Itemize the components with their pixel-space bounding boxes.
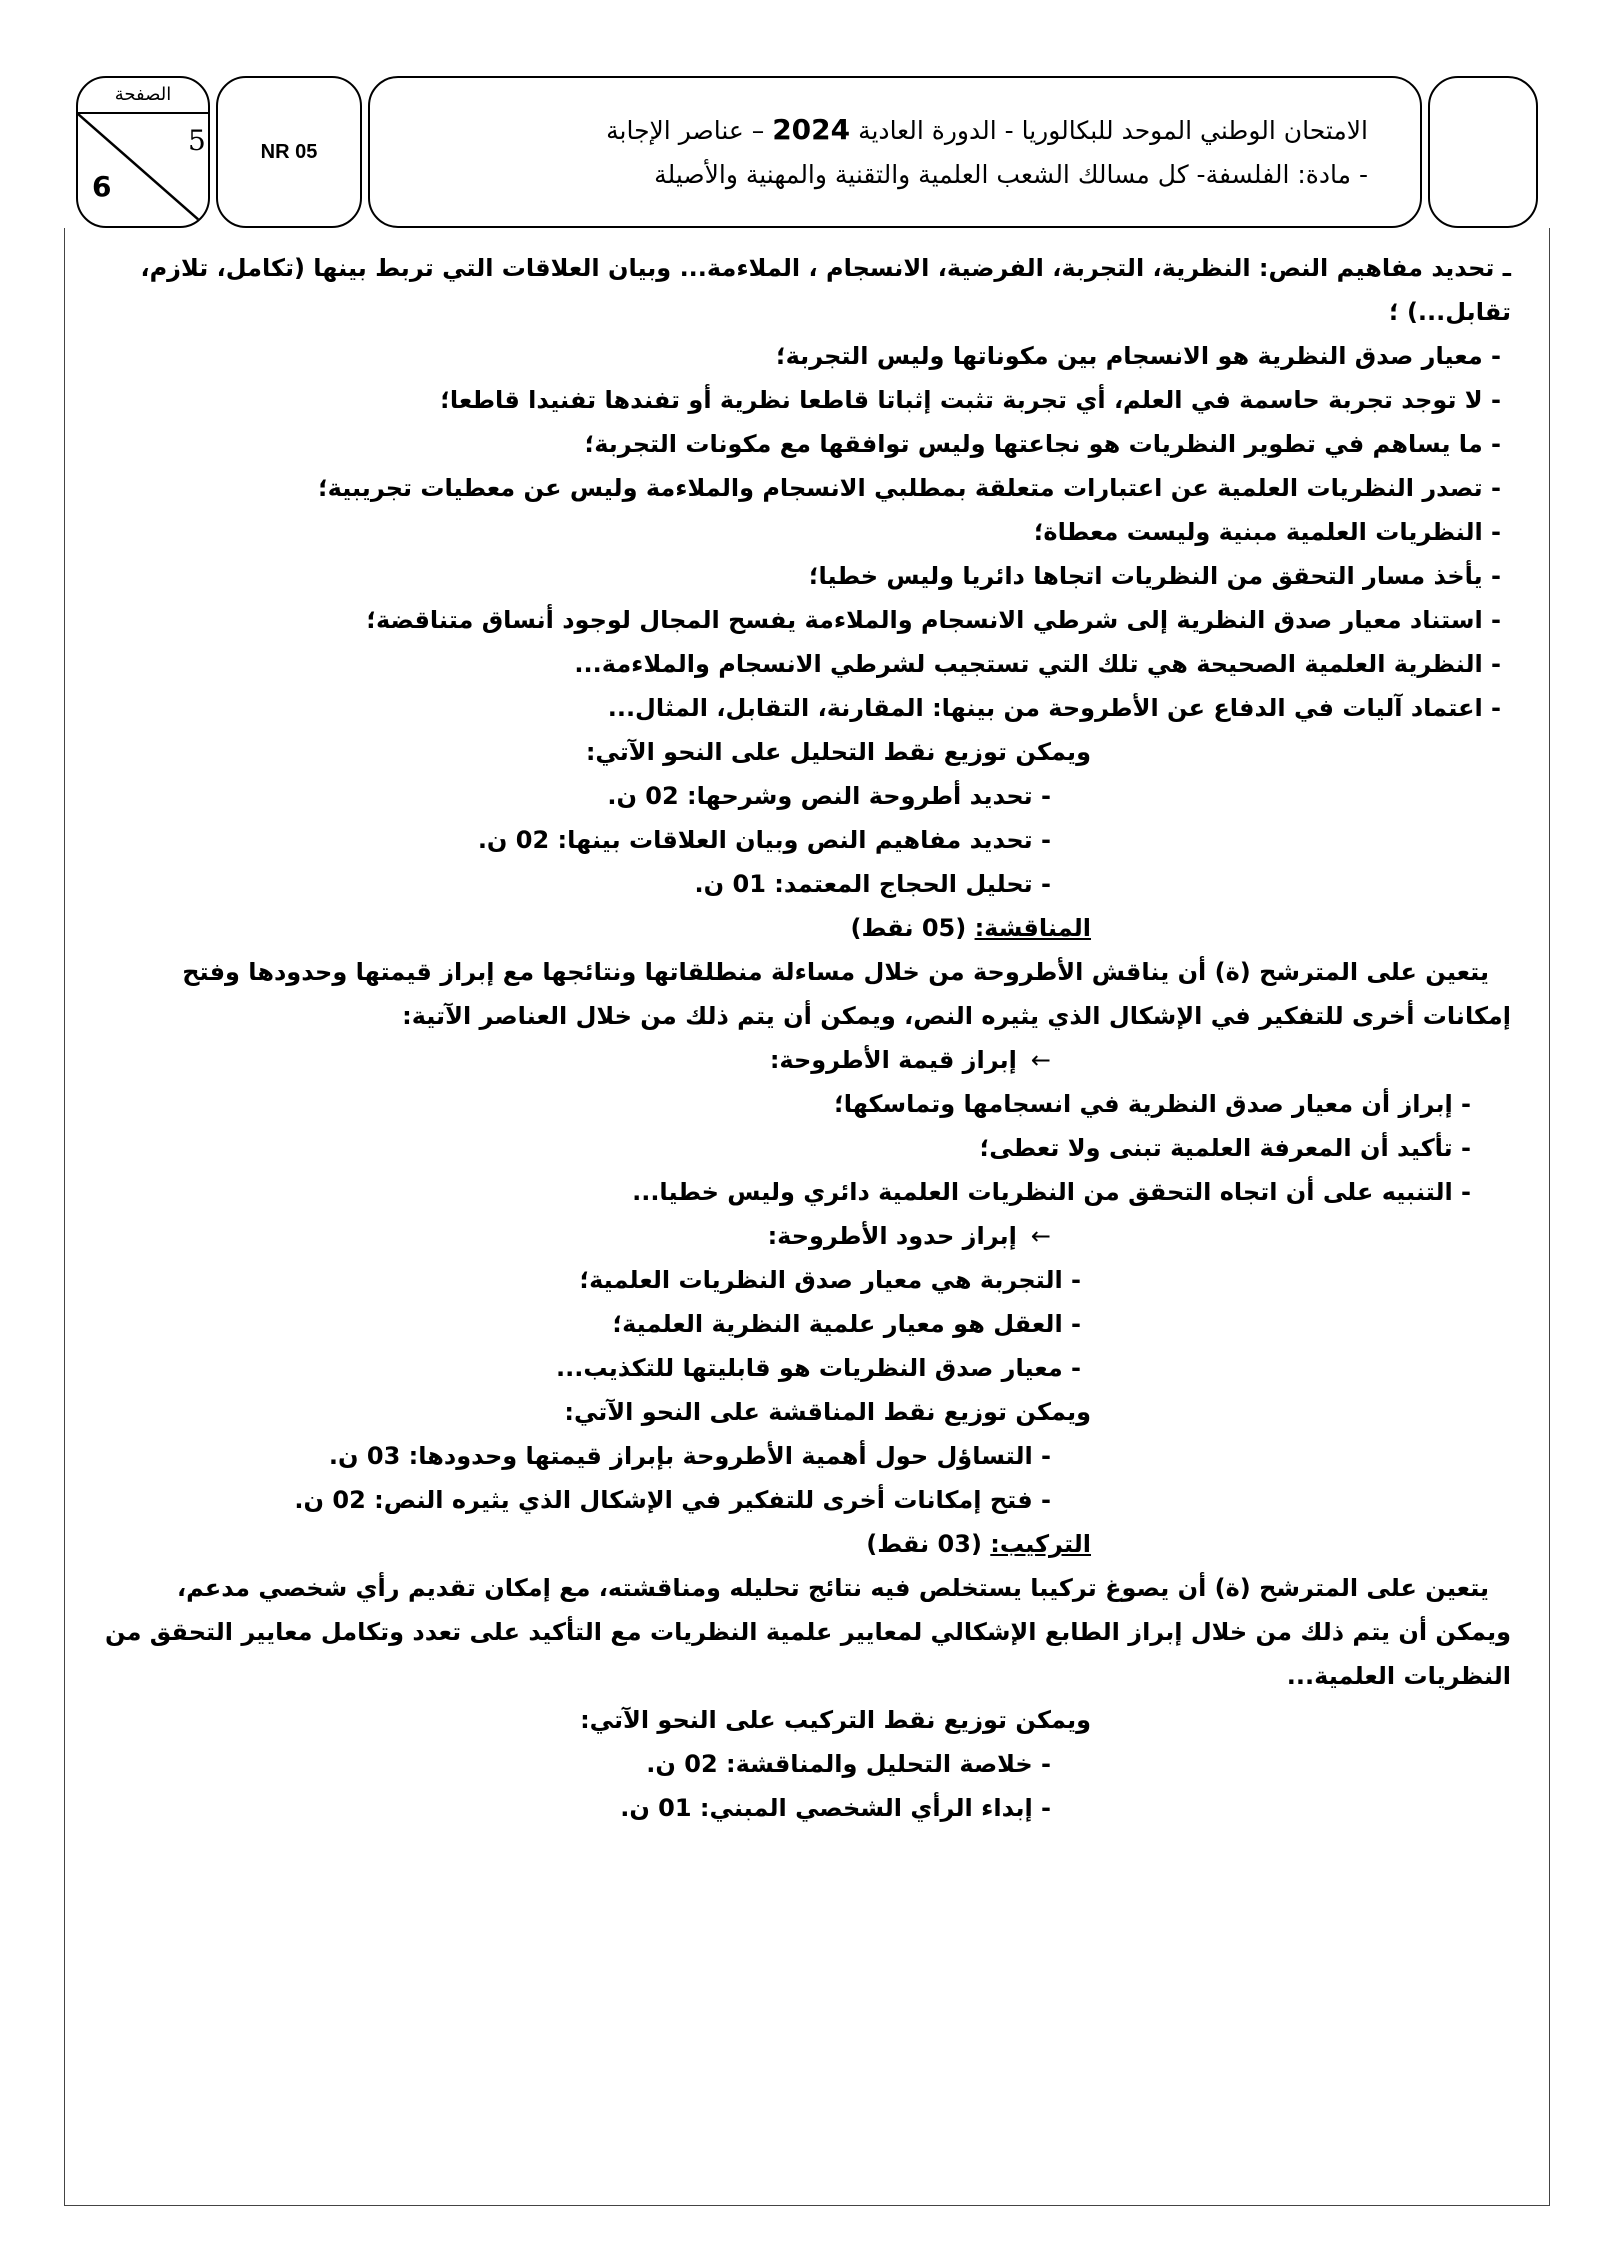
value-heading: [95, 1038, 1511, 1082]
list-item: - ما يساهم في تطوير النظريات هو نجاعتها وليس توافقها مع مكونات التجربة؛: [584, 430, 1501, 458]
list-item: - يأخذ مسار التحقق من النظريات اتجاها دائريا وليس خطيا؛: [808, 562, 1501, 590]
synthesis-distribution-intro: ويمكن توزيع نقط التركيب على النحو الآتي:: [580, 1706, 1091, 1734]
list-item: - فتح إمكانات أخرى للتفكير في الإشكال الذي يثيره النص: 02 ن.: [294, 1486, 1051, 1514]
discussion-intro: يتعين على المترشح (ة) أن يناقش الأطروحة من خلال مساءلة منطلقاتها ونتائجها مع إبراز قيمتها وحدودها وفتح إمكانات أخرى للتفكير في الإشكال الذي يثيره النص، ويمكن أن يتم ذلك من خلال العناصر الآتية:: [182, 958, 1511, 1030]
arrow-left-icon: ←: [1030, 1046, 1051, 1074]
exam-title-text: الامتحان الوطني الموحد للبكالوريا - الدورة العادية: [850, 116, 1368, 145]
list-item: - تأكيد أن المعرفة العلمية تبنى ولا تعطى؛: [979, 1134, 1471, 1162]
exam-subject-line: - مادة: الفلسفة- كل مسالك الشعب العلمية والتقنية والمهنية والأصيلة: [654, 160, 1368, 189]
synthesis-heading-label: التركيب:: [990, 1530, 1091, 1558]
exam-code: NR 05: [260, 140, 318, 163]
discussion-heading: [95, 906, 1511, 950]
list-item: - إبداء الرأي الشخصي المبني: 01 ن.: [620, 1794, 1051, 1822]
list-item: - النظريات العلمية مبنية وليست معطاة؛: [1033, 518, 1501, 546]
exam-title-line1: [390, 108, 1368, 153]
list-item: - إبراز أن معيار صدق النظرية في انسجامها وتماسكها؛: [834, 1090, 1471, 1118]
discussion-distribution-intro: ويمكن توزيع نقط المناقشة على النحو الآتي:: [564, 1398, 1091, 1426]
list-item: - خلاصة التحليل والمناقشة: 02 ن.: [646, 1750, 1051, 1778]
synthesis-points-value: (03 نقط): [866, 1530, 991, 1558]
list-item: - النظرية العلمية الصحيحة هي تلك التي تستجيب لشرطي الانسجام والملاءمة...: [574, 650, 1501, 678]
analysis-distribution-intro: ويمكن توزيع نقط التحليل على النحو الآتي:: [585, 738, 1091, 766]
value-heading-label: إبراز قيمة الأطروحة:: [769, 1046, 1017, 1074]
list-item: - معيار صدق النظريات هو قابليتها للتكذيب...: [556, 1354, 1081, 1382]
page-number-box: [76, 76, 210, 228]
page-total: 6: [92, 170, 112, 203]
limits-heading-label: إبراز حدود الأطروحة:: [767, 1222, 1017, 1250]
discussion-points-value: (05 نقط): [850, 914, 975, 942]
list-item: - تصدر النظريات العلمية عن اعتبارات متعلقة بمطلبي الانسجام والملاءمة وليس عن معطيات تجريبية؛: [318, 474, 1501, 502]
discussion-heading-label: المناقشة:: [974, 914, 1091, 942]
page-label: الصفحة: [78, 78, 208, 114]
list-item: - استناد معيار صدق النظرية إلى شرطي الانسجام والملاءمة يفسح المجال لوجود أنساق متناقضة؛: [366, 606, 1501, 634]
arrow-left-icon: ←: [1030, 1222, 1051, 1250]
answer-elements-label: – عناصر الإجابة: [606, 116, 773, 145]
list-item: - اعتماد آليات في الدفاع عن الأطروحة من بينها: المقارنة، التقابل، المثال...: [607, 694, 1501, 722]
exam-code-box: [216, 76, 362, 228]
page-number: 5: [188, 124, 206, 157]
list-item: - التساؤل حول أهمية الأطروحة بإبراز قيمتها وحدودها: 03 ن.: [328, 1442, 1051, 1470]
answer-content: [95, 246, 1511, 1830]
list-item: - تحليل الحجاج المعتمد: 01 ن.: [694, 870, 1051, 898]
list-item: - معيار صدق النظرية هو الانسجام بين مكوناتها وليس التجربة؛: [776, 342, 1501, 370]
exam-title-box: [368, 76, 1422, 228]
synthesis-heading: [95, 1522, 1511, 1566]
list-item: - تحديد أطروحة النص وشرحها: 02 ن.: [607, 782, 1051, 810]
synthesis-intro: يتعين على المترشح (ة) أن يصوغ تركيبا يستخلص فيه نتائج تحليله ومناقشته، مع إمكان تقديم رأي شخصي مدعم، ويمكن أن يتم ذلك من خلال إبراز الطابع الإشكالي لمعايير علمية النظريات مع التأكيد على تعدد وتكامل معايير التحقق من النظريات العلمية...: [104, 1574, 1511, 1690]
list-item: - العقل هو معيار علمية النظرية العلمية؛: [612, 1310, 1081, 1338]
list-item: - التنبيه على أن اتجاه التحقق من النظريات العلمية دائري وليس خطيا...: [632, 1178, 1471, 1206]
limits-heading: [95, 1214, 1511, 1258]
concepts-intro: ـ تحديد مفاهيم النص: النظرية، التجربة، الفرضية، الانسجام ، الملاءمة... وبيان العلاقات التي تربط بينها (تكامل، تلازم، تقابل...) ؛: [140, 254, 1511, 326]
list-item: - التجربة هي معيار صدق النظريات العلمية؛: [579, 1266, 1081, 1294]
exam-year: 2024: [772, 113, 851, 146]
empty-corner-box: [1428, 76, 1538, 228]
list-item: - تحديد مفاهيم النص وبيان العلاقات بينها: 02 ن.: [477, 826, 1051, 854]
list-item: - لا توجد تجربة حاسمة في العلم، أي تجربة تثبت إثباتا قاطعا نظرية أو تفندها تفنيدا قاطعا؛: [440, 386, 1501, 414]
